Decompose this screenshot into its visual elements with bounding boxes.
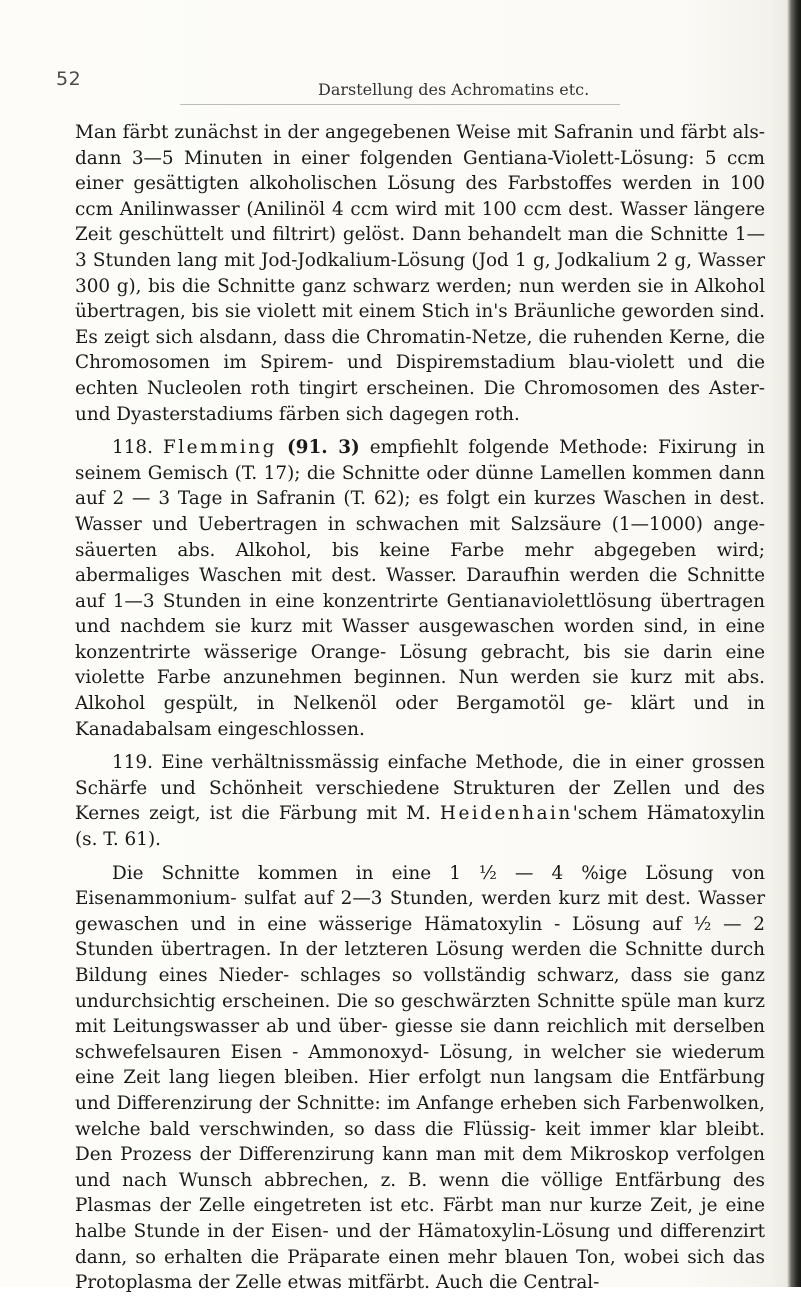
- section-number: 118.: [112, 437, 153, 459]
- author-name: Heidenhain: [439, 803, 573, 825]
- page-number: 52: [56, 68, 82, 90]
- section-number: 119.: [112, 752, 153, 774]
- paragraph-text: 'schem Hämatoxylin (s. T. 61).: [75, 803, 765, 851]
- paragraph-safranin-gentiana: Man färbt zunächst in der angegebenen Weise mit Safranin und färbt als- dann 3—5 Minuten in einer folgenden Gentiana-Violett-Lösung: 5 ccm einer gesättigten alkoholischen Lösung des Farbstoffes werden in 100 ccm Anilinwasser (Anilinöl 4 ccm wird mit 100 ccm dest. Wasser längere Zeit geschüttelt und filtrirt) gelöst. Dann behandelt man die Schnitte 1—3 Stunden lang mit Jod-Jodkalium-Lösung (Jod 1 g, Jodkalium 2 g, Wasser 300 g), bis die Schnitte ganz schwarz werden; nun werden sie in Alkohol übertragen, bis sie violett mit einem Stich in's Bräunliche geworden sind. Es zeigt sich alsdann, dass die Chromatin-Netze, die ruhenden Kerne, die Chromosomen im Spirem- und Dispiremstadium blau-violett und die echten Nucleolen roth tingirt erscheinen. Die Chromosomen des Aster- und Dyasterstadiums färben sich dagegen roth.: [75, 122, 765, 425]
- running-title: Darstellung des Achromatins etc.: [318, 80, 590, 99]
- header-rule: [180, 104, 620, 105]
- citation: (91. 3): [286, 437, 360, 459]
- paragraph-119: [75, 750, 765, 852]
- paragraph-text: empfiehlt folgende Methode: Fixirung in seinem Gemisch (T. 17); die Schnitte oder dünne Lamellen kommen dann auf 2 — 3 Tage in Safranin (T. 62); es folgt ein kurzes Waschen in dest. Wasser und Uebertragen in schwachen mit Salzsäure (1—1000) ange- säuerten abs. Alkohol, bis keine Farbe mehr abgegeben wird; abermaliges Waschen mit dest. Wasser. Daraufhin werden die Schnitte auf 1—3 Stunden in eine konzentrirte Gentianaviolettlösung übertragen und nachdem sie kurz mit Wasser ausgewaschen worden sind, in eine konzentrirte wässerige Orange- Lösung gebracht, bis sie darin eine violette Farbe anzunehmen beginnen. Nun werden sie kurz mit abs. Alkohol gespült, in Nelkenöl oder Bergamotöl ge- klärt und in Kanadabalsam eingeschlossen.: [75, 437, 765, 740]
- body-text: [75, 120, 765, 1296]
- paragraph-text: Eine verhältnissmässig einfache Methode, die in einer grossen Schärfe und Schönheit verschiedene Strukturen der Zellen und des Kernes zeigt, ist die Färbung mit M.: [75, 752, 765, 825]
- paragraph-method-description: Die Schnitte kommen in eine 1 ½ — 4 %ige Lösung von Eisenammonium- sulfat auf 2—3 Stunden, werden kurz mit dest. Wasser gewaschen und in eine wässerige Hämatoxylin - Lösung auf ½ — 2 Stunden übertragen. In der letzteren Lösung werden die Schnitte durch Bildung eines Nieder- schlages so vollständig schwarz, dass sie ganz undurchsichtig erscheinen. Die so geschwärzten Schnitte spüle man kurz mit Leitungswasser ab und über- giesse sie dann reichlich mit derselben schwefelsauren Eisen - Ammonoxyd- Lösung, in welcher sie wiederum eine Zeit lang liegen bleiben. Hier erfolgt nun langsam die Entfärbung und Differenzirung der Schnitte: im Anfange erheben sich Farbenwolken, welche bald verschwinden, so dass die Flüssig- keit immer klar bleibt. Den Prozess der Differenzirung kann man mit dem Mikroskop verfolgen und nach Wunsch abbrechen, z. B. wenn die völlige Entfärbung des Plasmas der Zelle eingetreten ist etc. Färbt man nur kurze Zeit, je eine halbe Stunde in der Eisen- und der Hämatoxylin-Lösung und differenzirt dann, so erhalten die Präparate einen mehr blauen Ton, wobei sich das Protoplasma der Zelle etwas mitfärbt. Auch die Central-: [75, 862, 765, 1294]
- paragraph-118: [75, 435, 765, 742]
- binding-edge-shadow: [787, 0, 801, 1287]
- author-name: Flemming: [163, 437, 277, 459]
